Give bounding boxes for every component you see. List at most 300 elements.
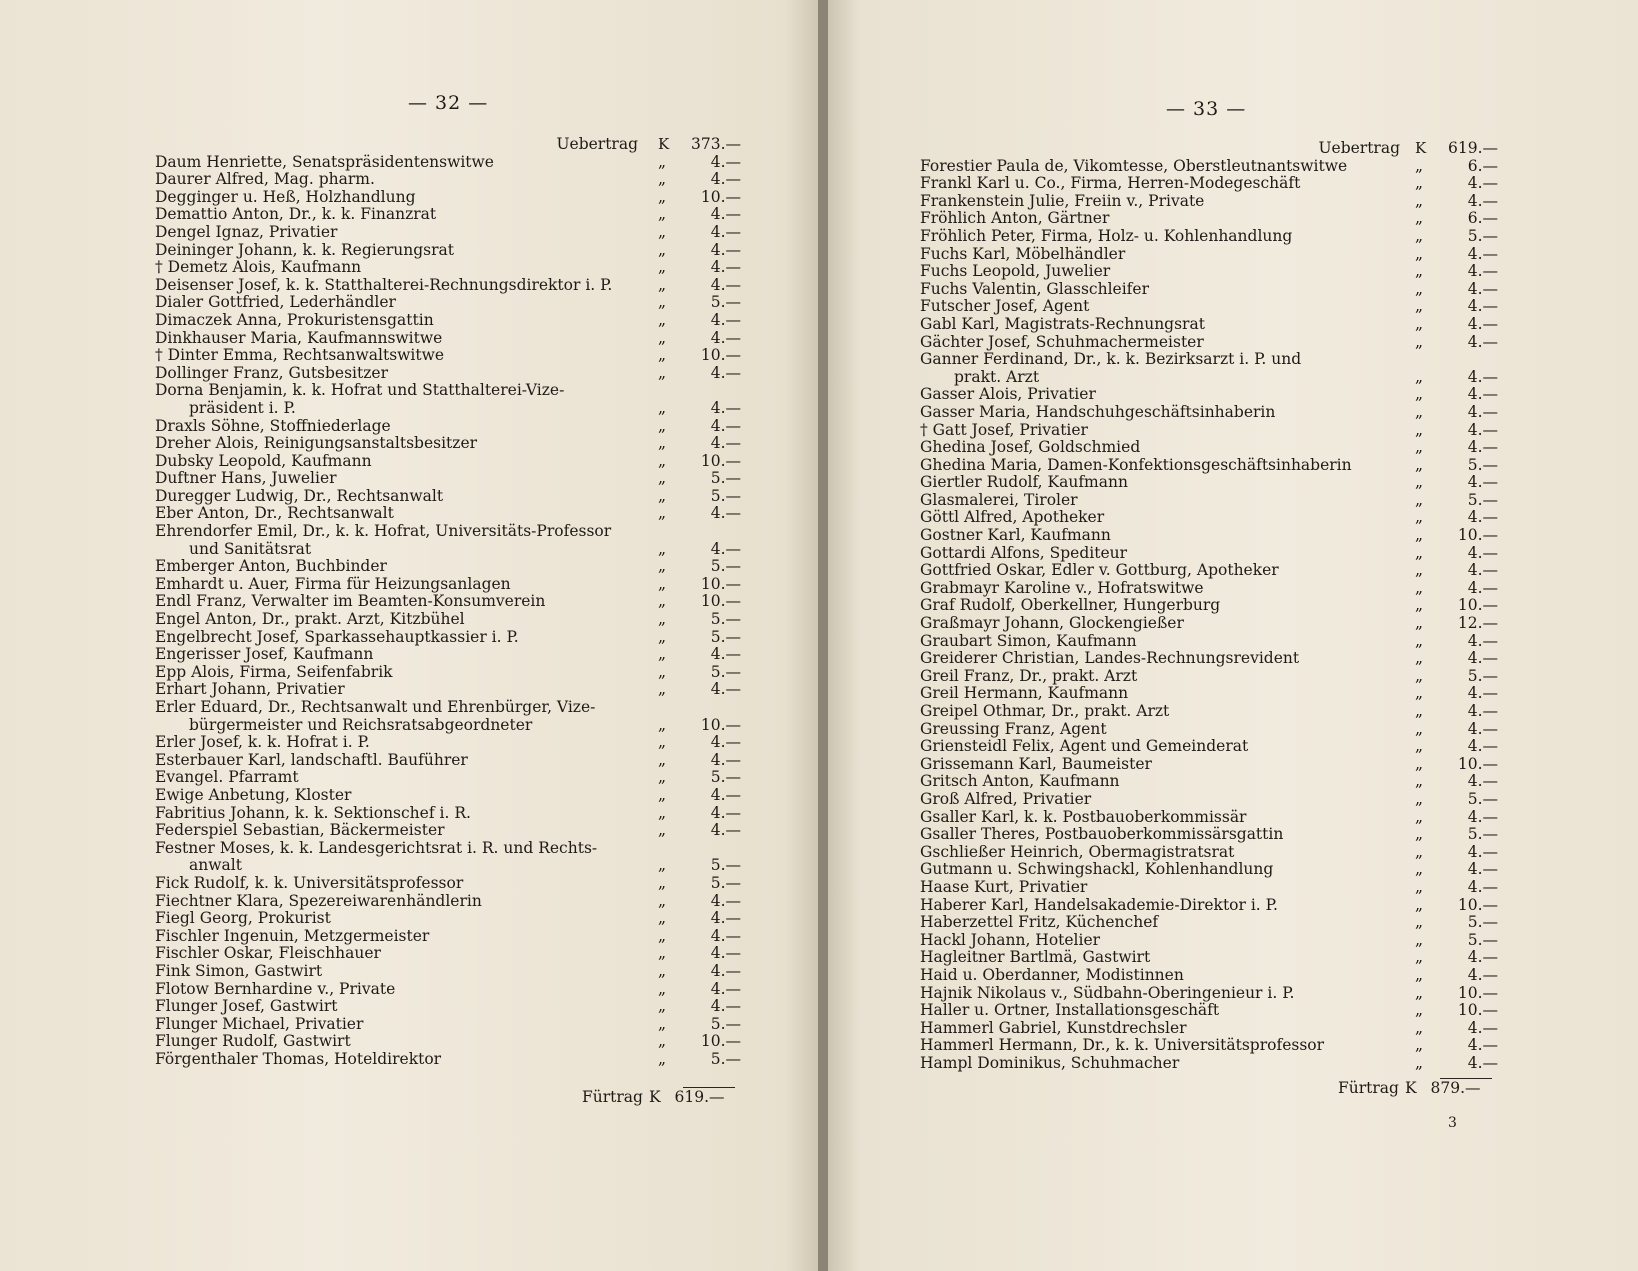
ditto-mark: „ — [658, 416, 667, 435]
ditto-mark: „ — [1415, 508, 1424, 527]
list-item — [155, 453, 740, 471]
carry-out-amount: 619.— — [674, 1088, 725, 1106]
list-item — [155, 664, 740, 682]
ditto-mark: „ — [1415, 684, 1424, 703]
donor-name: Greiderer Christian, Landes-Rechnungsrevident — [920, 649, 1300, 668]
ditto-mark: „ — [1415, 578, 1424, 597]
carry-out — [1338, 1079, 1481, 1097]
donor-name: Fink Simon, Gastwirt — [155, 961, 323, 980]
donation-amount: 6.— — [1467, 209, 1498, 228]
ditto-mark: „ — [658, 768, 667, 787]
donation-amount: 10.— — [1457, 596, 1498, 615]
donor-name: Ganner Ferdinand, Dr., k. k. Bezirksarzt i. P. und — [920, 350, 1302, 369]
list-item — [155, 681, 740, 699]
donation-amount: 10.— — [1457, 754, 1498, 773]
ditto-mark: „ — [1415, 367, 1424, 386]
donor-name: Epp Alois, Firma, Seifenfabrik — [155, 662, 393, 681]
donor-name: Festner Moses, k. k. Landesgerichtsrat i. R. und Rechts- — [155, 838, 598, 857]
donation-amount: 5.— — [710, 293, 741, 312]
donor-name: Federspiel Sebastian, Bäckermeister — [155, 821, 445, 840]
donation-amount: 4.— — [1467, 772, 1498, 791]
donation-amount: 4.— — [710, 328, 741, 347]
donation-amount: 4.— — [710, 926, 741, 945]
list-item — [155, 875, 740, 893]
donation-amount: 4.— — [1467, 1036, 1498, 1055]
ditto-mark: „ — [1415, 297, 1424, 316]
list-item — [155, 822, 740, 840]
ditto-mark: „ — [1415, 877, 1424, 896]
list-item — [920, 580, 1502, 598]
donation-amount: 4.— — [1467, 807, 1498, 826]
donation-amount: 4.— — [1467, 948, 1498, 967]
donation-amount: 4.— — [710, 504, 741, 523]
ditto-mark: „ — [1415, 719, 1424, 738]
donor-name: Duregger Ludwig, Dr., Rechtsanwalt — [155, 486, 444, 505]
list-item — [155, 840, 740, 858]
donor-name: und Sanitätsrat — [189, 539, 312, 558]
ditto-mark: „ — [658, 785, 667, 804]
list-item — [920, 158, 1502, 176]
donor-name: Futscher Josef, Agent — [920, 297, 1090, 316]
ditto-mark: „ — [658, 750, 667, 769]
donation-amount: 4.— — [710, 645, 741, 664]
donor-name: Frankenstein Julie, Freiin v., Private — [920, 191, 1205, 210]
list-item — [155, 294, 740, 312]
donation-amount: 4.— — [1467, 297, 1498, 316]
ditto-mark: „ — [658, 715, 667, 734]
donation-amount: 5.— — [1467, 913, 1498, 932]
donation-amount: 4.— — [710, 979, 741, 998]
list-item — [155, 382, 740, 400]
left-page — [0, 0, 818, 1271]
list-item — [920, 1020, 1502, 1038]
list-item — [920, 844, 1502, 862]
ditto-mark: „ — [658, 170, 667, 189]
ditto-mark: „ — [658, 469, 667, 488]
ditto-mark: „ — [1415, 913, 1424, 932]
list-item — [920, 298, 1502, 316]
list-item — [920, 457, 1502, 475]
donor-name: Fiechtner Klara, Spezereiwarenhändlerin — [155, 891, 482, 910]
donation-amount: 4.— — [1467, 860, 1498, 879]
ditto-mark: „ — [658, 434, 667, 453]
donation-amount: 4.— — [1467, 402, 1498, 421]
donor-name: Engerisser Josef, Kaufmann — [155, 645, 374, 664]
ditto-mark: „ — [658, 152, 667, 171]
list-item — [155, 154, 740, 172]
donor-name: Forestier Paula de, Vikomtesse, Oberstleutnantswitwe — [920, 156, 1348, 175]
list-item — [155, 752, 740, 770]
donor-name: Eber Anton, Dr., Rechtsanwalt — [155, 504, 394, 523]
donor-name: Dreher Alois, Reinigungsanstaltsbesitzer — [155, 434, 478, 453]
donation-amount: 10.— — [1457, 895, 1498, 914]
ditto-mark: „ — [658, 733, 667, 752]
donor-name: Gottardi Alfons, Spediteur — [920, 543, 1128, 562]
ditto-mark: „ — [658, 275, 667, 294]
list-item — [155, 576, 740, 594]
list-item — [920, 897, 1502, 915]
list-item — [920, 861, 1502, 879]
list-item — [155, 435, 740, 453]
list-item — [920, 668, 1502, 686]
list-item — [920, 404, 1502, 422]
ditto-mark: „ — [658, 293, 667, 312]
donation-amount: 10.— — [700, 715, 741, 734]
donation-amount: 4.— — [1467, 1053, 1498, 1072]
donor-name: Evangel. Pfarramt — [155, 768, 299, 787]
donation-amount: 4.— — [710, 398, 741, 417]
list-item — [920, 228, 1502, 246]
carry-out — [582, 1088, 725, 1106]
ditto-mark: „ — [658, 926, 667, 945]
donation-amount: 4.— — [710, 434, 741, 453]
donation-amount: 4.— — [1467, 561, 1498, 580]
list-item — [920, 246, 1502, 264]
list-item — [155, 224, 740, 242]
donation-amount: 4.— — [710, 785, 741, 804]
list-item — [155, 242, 740, 260]
donor-name: Daum Henriette, Senatspräsidentenswitwe — [155, 152, 494, 171]
donor-name: Greussing Franz, Agent — [920, 719, 1107, 738]
ditto-mark: „ — [658, 346, 667, 365]
list-item — [920, 879, 1502, 897]
list-item — [155, 347, 740, 365]
donation-amount: 6.— — [1467, 156, 1498, 175]
donation-amount: 4.— — [710, 944, 741, 963]
list-item — [155, 488, 740, 506]
donation-amount: 5.— — [710, 662, 741, 681]
donor-name: Deininger Johann, k. k. Regierungsrat — [155, 240, 455, 259]
donation-amount: 4.— — [1467, 631, 1498, 650]
ditto-mark: „ — [658, 328, 667, 347]
list-item — [155, 523, 740, 541]
donation-amount: 5.— — [1467, 455, 1498, 474]
donation-amount: 10.— — [700, 592, 741, 611]
donor-name: präsident i. P. — [189, 398, 296, 417]
list-item — [920, 509, 1502, 527]
donor-name: Dimaczek Anna, Prokuristensgattin — [155, 310, 434, 329]
list-item — [155, 365, 740, 383]
donor-name: Greil Franz, Dr., prakt. Arzt — [920, 666, 1138, 685]
donation-amount: 4.— — [1467, 314, 1498, 333]
donation-amount: 4.— — [710, 891, 741, 910]
ditto-mark: „ — [1415, 174, 1424, 193]
ditto-mark: „ — [1415, 596, 1424, 615]
donor-name: Emberger Anton, Buchbinder — [155, 557, 387, 576]
donor-name: Ghedina Josef, Goldschmied — [920, 438, 1141, 457]
ditto-mark: „ — [1415, 209, 1424, 228]
list-item — [920, 439, 1502, 457]
donor-name: Glasmalerei, Tiroler — [920, 490, 1078, 509]
carry-in-currency: K — [658, 135, 670, 153]
ditto-mark: „ — [1415, 385, 1424, 404]
carry-in-currency: K — [1415, 139, 1427, 157]
ditto-mark: „ — [1415, 948, 1424, 967]
donor-name: Graubart Simon, Kaufmann — [920, 631, 1137, 650]
ditto-mark: „ — [1415, 402, 1424, 421]
donor-name: Flunger Josef, Gastwirt — [155, 997, 338, 1016]
donation-amount: 5.— — [1467, 490, 1498, 509]
donation-amount: 4.— — [1467, 543, 1498, 562]
ditto-mark: „ — [1415, 473, 1424, 492]
right-page — [828, 0, 1638, 1271]
list-item — [920, 791, 1502, 809]
ditto-mark: „ — [1415, 895, 1424, 914]
list-item — [155, 593, 740, 611]
list-item — [920, 756, 1502, 774]
list-item — [155, 857, 740, 875]
list-item — [155, 945, 740, 963]
donation-amount: 10.— — [700, 187, 741, 206]
donor-name: Gritsch Anton, Kaufmann — [920, 772, 1120, 791]
list-item — [920, 685, 1502, 703]
donation-amount: 4.— — [710, 275, 741, 294]
list-item — [155, 1051, 740, 1069]
book-gutter — [818, 0, 828, 1271]
list-item — [920, 334, 1502, 352]
donor-name: Graf Rudolf, Oberkellner, Hungerburg — [920, 596, 1221, 615]
donor-name: Fuchs Valentin, Glasschleifer — [920, 279, 1149, 298]
donation-amount: 10.— — [1457, 1001, 1498, 1020]
donation-amount: 4.— — [710, 961, 741, 980]
donor-name: Haller u. Ortner, Installationsgeschäft — [920, 1001, 1220, 1020]
donor-name: Grissemann Karl, Baumeister — [920, 754, 1152, 773]
donor-name: Ehrendorfer Emil, Dr., k. k. Hofrat, Universitäts-Professor — [155, 522, 612, 541]
donor-name: Gabl Karl, Magistrats-Rechnungsrat — [920, 314, 1205, 333]
donor-name: Griensteidl Felix, Agent und Gemeinderat — [920, 737, 1249, 756]
ditto-mark: „ — [1415, 631, 1424, 650]
ditto-mark: „ — [1415, 455, 1424, 474]
ditto-mark: „ — [1415, 314, 1424, 333]
list-item — [155, 505, 740, 523]
list-item — [155, 470, 740, 488]
ditto-mark: „ — [1415, 543, 1424, 562]
list-item — [155, 629, 740, 647]
list-item — [920, 721, 1502, 739]
donor-name: Erler Eduard, Dr., Rechtsanwalt und Ehrenbürger, Vize- — [155, 698, 596, 716]
list-item — [155, 312, 740, 330]
donor-name: Graßmayr Johann, Glockengießer — [920, 614, 1184, 633]
carry-in-label: Uebertrag — [1318, 139, 1400, 157]
ditto-mark: „ — [1415, 191, 1424, 210]
list-item — [155, 646, 740, 664]
carry-out-currency: K — [1404, 1079, 1417, 1097]
donor-name: Engelbrecht Josef, Sparkassehauptkassier i. P. — [155, 627, 519, 646]
ditto-mark: „ — [658, 504, 667, 523]
ditto-mark: „ — [658, 258, 667, 277]
list-item — [155, 418, 740, 436]
donation-amount: 10.— — [1457, 526, 1498, 545]
donation-amount: 4.— — [1467, 508, 1498, 527]
list-item — [920, 562, 1502, 580]
donor-name: Dinkhauser Maria, Kaufmannswitwe — [155, 328, 443, 347]
donation-amount: 4.— — [1467, 684, 1498, 703]
donor-name: Duftner Hans, Juwelier — [155, 469, 337, 488]
list-item — [920, 193, 1502, 211]
list-item — [155, 787, 740, 805]
donor-name: Göttl Alfred, Apotheker — [920, 508, 1105, 527]
donor-name: Engel Anton, Dr., prakt. Arzt, Kitzbühel — [155, 610, 465, 629]
list-item — [920, 422, 1502, 440]
ditto-mark: „ — [1415, 860, 1424, 879]
donation-amount: 5.— — [710, 856, 741, 875]
donor-name: Hackl Johann, Hotelier — [920, 930, 1101, 949]
donation-amount: 4.— — [710, 680, 741, 699]
carry-out-amount: 879.— — [1430, 1079, 1481, 1097]
list-item — [155, 769, 740, 787]
donor-name: Greipel Othmar, Dr., prakt. Arzt — [920, 702, 1170, 720]
ditto-mark: „ — [658, 310, 667, 329]
list-item — [920, 738, 1502, 756]
donation-amount: 4.— — [710, 310, 741, 329]
carry-in — [920, 140, 1502, 158]
ditto-mark: „ — [1415, 1053, 1424, 1072]
ditto-mark: „ — [658, 803, 667, 822]
page-number: — 33 — — [1166, 98, 1247, 120]
donor-name: Hampl Dominikus, Schuhmacher — [920, 1053, 1180, 1072]
donation-amount: 5.— — [710, 1049, 741, 1068]
list-item — [920, 316, 1502, 334]
donation-amount: 4.— — [1467, 174, 1498, 193]
ditto-mark: „ — [658, 187, 667, 206]
donation-amount: 5.— — [710, 469, 741, 488]
ditto-mark: „ — [658, 398, 667, 417]
donor-name: prakt. Arzt — [954, 367, 1040, 386]
ditto-mark: „ — [1415, 789, 1424, 808]
donor-name: Erler Josef, k. k. Hofrat i. P. — [155, 733, 370, 752]
donor-name: Gottfried Oskar, Edler v. Gottburg, Apotheker — [920, 561, 1279, 580]
carry-out-label: Fürtrag — [582, 1088, 643, 1106]
list-item — [920, 633, 1502, 651]
list-item — [920, 175, 1502, 193]
donor-name: Ghedina Maria, Damen-Konfektionsgeschäftsinhaberin — [920, 455, 1352, 474]
donor-name: bürgermeister und Reichsratsabgeordneter — [189, 715, 533, 734]
list-item — [920, 351, 1502, 369]
list-item — [920, 826, 1502, 844]
donation-amount: 4.— — [1467, 877, 1498, 896]
donor-name: Dengel Ignaz, Privatier — [155, 222, 338, 241]
donation-amount: 4.— — [710, 997, 741, 1016]
donation-amount: 4.— — [1467, 244, 1498, 263]
ditto-mark: „ — [1415, 842, 1424, 861]
donation-amount: 4.— — [1467, 332, 1498, 351]
ditto-mark: „ — [658, 961, 667, 980]
donation-amount: 4.— — [710, 733, 741, 752]
donor-name: Fiegl Georg, Prokurist — [155, 909, 331, 928]
ditto-mark: „ — [1415, 1036, 1424, 1055]
donor-name: Draxls Söhne, Stoffniederlage — [155, 416, 391, 435]
list-item — [155, 893, 740, 911]
donation-amount: 5.— — [710, 1014, 741, 1033]
donor-name: Haase Kurt, Privatier — [920, 877, 1088, 896]
donation-amount: 4.— — [1467, 420, 1498, 439]
donor-name: Haid u. Oberdanner, Modistinnen — [920, 965, 1184, 984]
list-item — [920, 474, 1502, 492]
donation-amount: 4.— — [710, 240, 741, 259]
ditto-mark: „ — [1415, 930, 1424, 949]
donor-name: Endl Franz, Verwalter im Beamten-Konsumverein — [155, 592, 546, 611]
donor-name: Dialer Gottfried, Lederhändler — [155, 293, 396, 312]
donation-amount: 4.— — [1467, 578, 1498, 597]
ditto-mark: „ — [658, 610, 667, 629]
donation-amount: 5.— — [710, 873, 741, 892]
donor-name: Giertler Rudolf, Kaufmann — [920, 473, 1128, 492]
donation-amount: 4.— — [710, 205, 741, 224]
ditto-mark: „ — [1415, 526, 1424, 545]
donation-amount: 5.— — [1467, 930, 1498, 949]
donor-name: Hajnik Nikolaus v., Südbahn-Oberingenieur i. P. — [920, 983, 1295, 1002]
list-item — [920, 545, 1502, 563]
donor-list — [155, 136, 740, 1068]
list-item — [155, 928, 740, 946]
ditto-mark: „ — [658, 909, 667, 928]
donation-amount: 4.— — [1467, 385, 1498, 404]
list-item — [155, 611, 740, 629]
ditto-mark: „ — [658, 821, 667, 840]
list-item — [920, 773, 1502, 791]
donor-name: Gächter Josef, Schuhmachermeister — [920, 332, 1204, 351]
donor-name: Gasser Alois, Privatier — [920, 385, 1096, 404]
list-item — [155, 699, 740, 717]
list-item — [155, 259, 740, 277]
donation-amount: 4.— — [1467, 965, 1498, 984]
ditto-mark: „ — [658, 205, 667, 224]
ditto-mark: „ — [658, 662, 667, 681]
donor-name: Daurer Alfred, Mag. pharm. — [155, 170, 375, 189]
ditto-mark: „ — [1415, 490, 1424, 509]
carry-in — [155, 136, 740, 154]
donor-name: Gostner Karl, Kaufmann — [920, 526, 1111, 545]
ditto-mark: „ — [1415, 332, 1424, 351]
list-item — [155, 206, 740, 224]
donation-amount: 4.— — [710, 170, 741, 189]
ditto-mark: „ — [658, 539, 667, 558]
ditto-mark: „ — [1415, 420, 1424, 439]
donor-name: Haberzettel Fritz, Küchenchef — [920, 913, 1159, 932]
ditto-mark: „ — [658, 873, 667, 892]
donation-amount: 10.— — [1457, 983, 1498, 1002]
ditto-mark: „ — [1415, 244, 1424, 263]
list-item — [920, 1055, 1502, 1073]
ditto-mark: „ — [658, 592, 667, 611]
page-number: — 32 — — [408, 92, 489, 114]
list-item — [920, 949, 1502, 967]
donor-name: Flunger Rudolf, Gastwirt — [155, 1032, 351, 1051]
list-item — [155, 717, 740, 735]
list-item — [920, 932, 1502, 950]
donor-name: Fröhlich Peter, Firma, Holz- u. Kohlenhandlung — [920, 226, 1293, 245]
donor-name: Dorna Benjamin, k. k. Hofrat und Statthalterei-Vize- — [155, 381, 565, 400]
donor-name: † Gatt Josef, Privatier — [920, 420, 1088, 439]
donor-name: Gasser Maria, Handschuhgeschäftsinhaberin — [920, 402, 1276, 421]
donation-amount: 4.— — [1467, 649, 1498, 668]
list-item — [920, 967, 1502, 985]
ditto-mark: „ — [658, 451, 667, 470]
list-item — [920, 985, 1502, 1003]
donation-amount: 5.— — [1467, 666, 1498, 685]
ditto-mark: „ — [1415, 561, 1424, 580]
donation-amount: 4.— — [710, 258, 741, 277]
donation-amount: 10.— — [700, 451, 741, 470]
carry-in-amount: 619.— — [1447, 139, 1498, 157]
donor-name: Fuchs Leopold, Juwelier — [920, 262, 1111, 281]
donation-amount: 5.— — [1467, 825, 1498, 844]
donor-name: Förgenthaler Thomas, Hoteldirektor — [155, 1049, 442, 1068]
list-item — [920, 650, 1502, 668]
donation-amount: 4.— — [1467, 191, 1498, 210]
donation-amount: 4.— — [1467, 473, 1498, 492]
ditto-mark: „ — [1415, 965, 1424, 984]
